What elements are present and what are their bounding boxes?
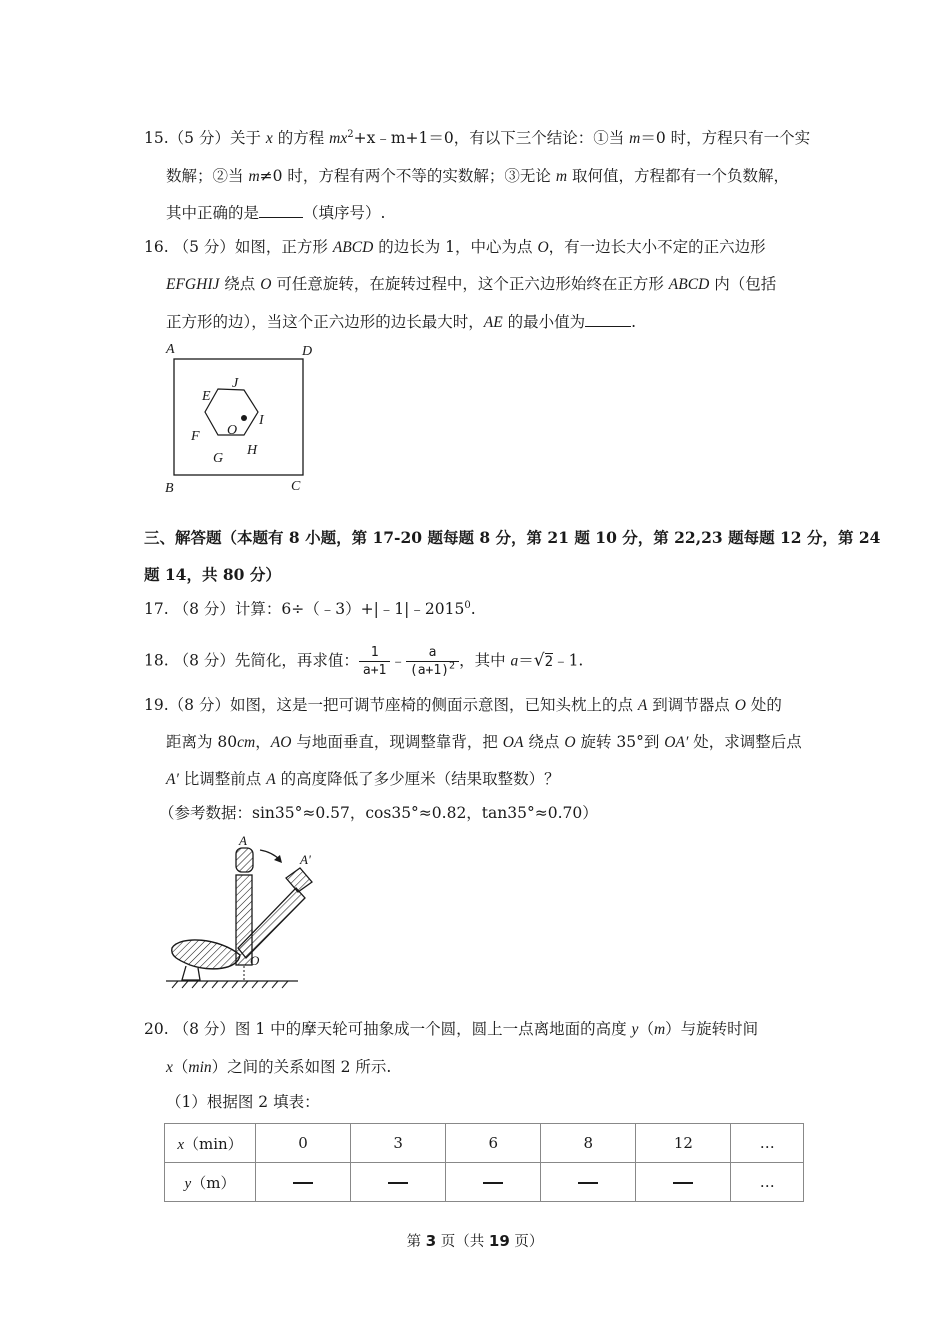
sqrt-symbol: √ xyxy=(533,650,545,671)
headrest-rotated xyxy=(286,868,312,892)
table-row-y xyxy=(165,1163,804,1202)
q19-number: 19. xyxy=(144,696,169,714)
row-header-y: y（m） xyxy=(165,1163,256,1202)
section3-heading-line1: 三、解答题（本题有 8 小题，第 17-20 题每题 8 分，第 21 题 10 分，第 22,23 题每题 12 分，第 24 xyxy=(144,528,881,547)
cell-y-0[interactable] xyxy=(256,1163,351,1202)
label-a: A xyxy=(239,833,247,848)
square-abcd xyxy=(174,359,303,475)
label-g: G xyxy=(213,451,224,466)
cell-y-2[interactable] xyxy=(446,1163,541,1202)
q15-line3: 其中正确的是 （填序号）. xyxy=(166,204,386,222)
sqrt-radicand: 2 xyxy=(544,653,554,670)
q20-line1: 20. （8 分）图 1 中的摩天轮可抽象成一个圆，圆上一点离地面的高度 y（m）与旋转时间 xyxy=(144,1020,759,1038)
label-c: C xyxy=(291,479,301,494)
page-footer: 第 3 页（共 19 页） xyxy=(406,1232,544,1250)
label-e: E xyxy=(202,389,211,404)
seat-leg xyxy=(182,966,200,980)
label-j: J xyxy=(232,376,239,391)
q20-number: 20. xyxy=(144,1020,169,1038)
total-pages: 19 xyxy=(488,1232,510,1250)
section3-heading-line2: 题 14，共 80 分） xyxy=(144,565,281,584)
label-a: A xyxy=(166,342,175,357)
q16-line3: 正方形的边），当这个正六边形的边长最大时，AE 的最小值为 . xyxy=(166,313,637,331)
q20-line2: x（min）之间的关系如图 2 所示. xyxy=(166,1058,392,1076)
q20-subquestion-1: （1）根据图 2 填表： xyxy=(166,1093,320,1111)
ground-hatching xyxy=(172,981,288,988)
answer-blank xyxy=(673,1182,693,1184)
q16-line1: 16. （5 分）如图，正方形 ABCD 的边长为 1，中心为点 O，有一边长大小不定的正六边形 xyxy=(144,238,766,256)
q15-score: （5 分） xyxy=(168,129,230,147)
q19-line3: A′ 比调整前点 A 的高度降低了多少厘米（结果取整数）？ xyxy=(166,770,560,788)
answer-blank xyxy=(293,1182,313,1184)
fraction-1: $\frac{1}{a+1}$ xyxy=(359,644,390,679)
fraction-2: $\frac{a}{(a+1)^2}$ xyxy=(406,644,459,679)
cell-x-0: 0 xyxy=(256,1124,351,1163)
row-header-x: x（min） xyxy=(165,1124,256,1163)
q16-answer-blank[interactable] xyxy=(585,312,631,327)
q15-line1: 15.（5 分）关于 x 的方程 $mx^2+x﹣m+1=0$，有以下三个结论：①当 m＝0 时，方程只有一个实 xyxy=(144,128,811,147)
q20-fill-table xyxy=(164,1123,804,1202)
cell-x-4: 12 xyxy=(636,1124,731,1163)
q19-reference-data: （参考数据：sin35°≈0.57，cos35°≈0.82，tan35°≈0.70） xyxy=(159,804,598,822)
cell-x-2: 6 xyxy=(446,1124,541,1163)
cell-y-1[interactable] xyxy=(351,1163,446,1202)
q15-line2: 数解；②当 m≠0 时，方程有两个不等的实数解；③无论 m 取何值，方程都有一个负数解， xyxy=(166,167,789,185)
cell-y-3[interactable] xyxy=(541,1163,636,1202)
q15-answer-blank[interactable] xyxy=(259,203,303,218)
q16-number: 16. xyxy=(144,238,169,256)
answer-blank xyxy=(388,1182,408,1184)
label-o: O xyxy=(227,423,238,438)
label-h: H xyxy=(247,443,258,458)
cell-y-4[interactable] xyxy=(636,1163,731,1202)
label-b: B xyxy=(165,481,174,496)
cell-x-5: … xyxy=(731,1124,804,1163)
cell-x-3: 8 xyxy=(541,1124,636,1163)
q17-number: 17. xyxy=(144,600,169,618)
q15-number: 15. xyxy=(144,129,169,147)
label-f: F xyxy=(191,429,200,444)
q16-square-hexagon-figure xyxy=(160,338,320,498)
q18-line: 18. （8 分）先简化，再求值： $\frac{1}{a+1}$ ﹣ $\frac{a}{(a+1)^2}$ ，其中 a＝√2﹣1. xyxy=(144,645,584,678)
cell-y-5: … xyxy=(731,1163,804,1202)
q17-line: 17. （8 分）计算：$6\div(﹣3)+|﹣1|﹣2015^0$. xyxy=(144,599,476,618)
q19-line2: 距离为 80cm，AO 与地面垂直，现调整靠背，把 OA 绕点 O 旋转 35°到 OA′ 处，求调整后点 xyxy=(166,733,802,751)
label-i: I xyxy=(259,413,264,428)
center-point-o xyxy=(241,415,247,421)
q19-seat-figure xyxy=(160,830,320,990)
label-a-prime: A' xyxy=(300,852,311,867)
answer-blank xyxy=(483,1182,503,1184)
current-page-number: 3 xyxy=(425,1232,437,1250)
table-row-x xyxy=(165,1124,804,1163)
headrest-upright xyxy=(236,848,253,872)
q19-line1: 19.（8 分）如图，这是一把可调节座椅的侧面示意图，已知头枕上的点 A 到调节器点 O 处的 xyxy=(144,696,782,714)
label-o: O xyxy=(250,953,260,968)
q18-number: 18. xyxy=(144,651,169,670)
q16-line2: EFGHIJ 绕点 O 可任意旋转，在旋转过程中，这个正六边形始终在正方形 ABCD 内（包括 xyxy=(166,275,777,293)
answer-blank xyxy=(578,1182,598,1184)
cell-x-1: 3 xyxy=(351,1124,446,1163)
seat-cushion xyxy=(172,940,240,969)
q15-equation: +x﹣m+1＝0 xyxy=(353,129,454,147)
label-d: D xyxy=(302,344,313,359)
